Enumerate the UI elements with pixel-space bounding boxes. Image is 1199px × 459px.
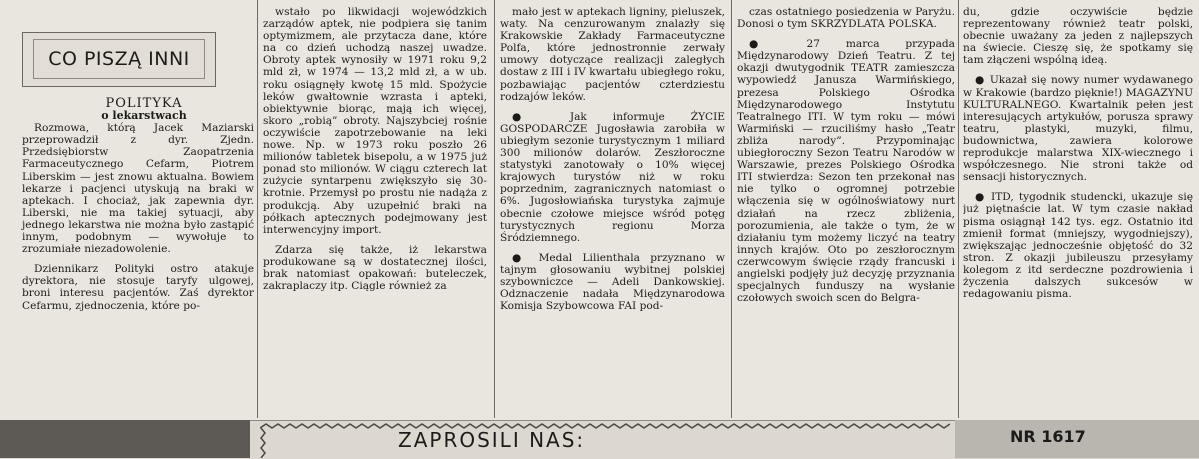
paragraph: ● 27 marca przypada Międzynarodowy Dzień Teatru. Z tej okazji dwutygodnik TEATR zamieszcza wypowiedź Janusza Warmińskiego, prezesa Polskiego Ośrodka Międzynarodowego Instytutu Teatralnego ITI. W tym roku — mówi Warmiński — rzuciliśmy hasło „Teatr zbliża narody”. Przypominając ubiegłoroczny Sezon Teatru Narodów w Warszawie, prezes Polskiego Ośrodka ITI stwierdza: Sezon ten przekonał nas nie tylko o ogromnej potrzebie włączenia się w ogólnoświatowy nurt działań na rzecz zbliżenia, porozumienia, ale także o tym, że w działaniu tym możemy liczyć na teatry innych krajów. Oto po zeszłorocznym czerwcowym święcie rządy francuski i angielski podjęły już decyzję przyznania specjalnych funduszy na wysłanie czołowych swoich scen do Belgra- — [737, 38, 955, 305]
paragraph: ● ITD, tygodnik studencki, ukazuje się już piętnaście lat. W tym czasie nakład pisma osiągnął 142 tys. egz. Ostatnio itd zmienił format (mniejszy, wygodniejszy), zwiększając jednocześnie objętość do 32 stron. Z okazji jubileuszu przesyłamy kolegom z itd serdeczne pozdrowienia i życzenia dalszych sukcesów w redagowaniu pisma. — [963, 191, 1193, 301]
paragraph: Zdarza się także, iż lekarstwa produkowane są w dostatecznej ilości, brak natomiast opakowań: buteleczek, zakraplaczy itp. Ciągle również za — [263, 243, 487, 293]
paragraph: wstało po likwidacji wojewódzkich zarządów aptek, nie podpiera się tanim optymizmem, ale przytacza dane, które na co dzień uchodzą naszej uwadze. Obroty aptek wynosiły w 1971 roku 9,2 mld zł, w 1974 — 13,2 mld zł, a w ub. roku osiągnęły kwotę 15 mld. Spożycie leków gwałtownie wzrasta i apteki, obiektywnie biorąc, mają ich więcej, skoro „robią” obroty. Najszybciej rośnie oczywiście zapotrzebowanie na leki nowe. Np. w 1973 roku poszło 26 milionów tabletek bisepolu, a w 1975 już ponad sto milionów. W ciągu czterech lat zużycie syntarpenu zwiększyło się 30-krotnie. Przemysł po prostu nie nadąża z produkcją. Aby uzupełnić braki na półkach aptecznych podejmowany jest interwencyjny import. — [263, 6, 487, 236]
column-2 — [263, 6, 487, 416]
paragraph: mało jest w aptekach ligniny, pieluszek, waty. Na cenzurowanym znalazły się Krakowskie Zakłady Farmaceutyczne Polfa, które jednostronnie zerwały umowy dotyczące realizacji zaległych dostaw z III i IV kwartału ubiegłego roku, pozbawiając pacjentów czterdziestu rodzajów leków. — [500, 6, 725, 103]
column-1 — [22, 6, 254, 416]
paragraph: Dziennikarz Polityki ostro atakuje dyrektora, nie stosuje taryfy ulgowej, broni interesu pacjentów. Zaś dyrektor Cefarmu, zjednoczenia, które po- — [22, 263, 254, 312]
paragraph: du, gdzie oczywiście będzie reprezentowany również teatr polski, obecnie uważany za jeden z najlepszych na świecie. Cieszę się, że spotkamy się tam złączeni wspólną ideą. — [963, 6, 1193, 67]
column-divider — [257, 0, 258, 418]
section-title: POLITYKA — [105, 96, 183, 111]
zigzag-border — [260, 422, 950, 430]
paragraph: ● Medal Lilienthala przyznano w tajnym głosowaniu wybitnej polskiej szybowniczce — Adeli Dankowskiej. Odznaczenie nadała Międzynarodowa Komisja Szybowcowa FAI pod- — [500, 251, 725, 313]
column-5 — [963, 6, 1193, 416]
section-subtitle: o lekarstwach — [101, 109, 187, 123]
column-header-title: CO PISZĄ INNI — [33, 39, 205, 79]
column-divider — [494, 0, 495, 418]
column-1-text — [22, 98, 254, 312]
paragraph: ● Ukazał się nowy numer wydawanego w Krakowie (bardzo pięknie!) MAGAZYNU KULTURALNEGO. Kwartalnik pełen jest interesujących artykułów, porusza sprawy teatru, plastyki, muzyki, filmu, budownictwa, zawiera kolorowe reprodukcje malarstwa XIX-wiecznego i współczesnego. Nie stroni także od sensacji historycznych. — [963, 74, 1193, 184]
paragraph: czas ostatniego posiedzenia w Paryżu. Donosi o tym SKRZYDLATA POLSKA. — [737, 6, 955, 31]
zigzag-border-vertical — [258, 428, 268, 458]
paragraph: Rozmowa, którą Jacek Maziarski przeprowadził z dyr. Zjedn. Przedsiębiorstw Zaopatrzenia Farmaceutycznego Cefarm, Piotrem Liberskim — jest znowu aktualna. Bowiem lekarze i pacjenci utyskują na braki w aptekach. I chociaż, jak zapewnia dyr. Liberski, nie ma takiej sytuacji, aby jednego lekarstwa nie można było zastąpić innym, podobnym — wywołuje to zrozumiałe niezadowolenie. — [22, 122, 254, 256]
footer-shade — [0, 420, 250, 458]
issue-number: NR 1617 — [1010, 427, 1086, 446]
column-divider — [958, 0, 959, 418]
paragraph: ● Jak informuje ŻYCIE GOSPODARCZE Jugosławia zarobiła w ubiegłym sezonie turystycznym 1 miliard 300 milionów dolarów. Zeszłoroczne statystyki zanotowały o 10% więcej krajowych turystów niż w roku poprzednim, zagranicznych natomiast o 6%. Jugosłowiańska turystyka zajmuje obecnie czołowe miejsce wśród potęg turystycznych regionu Morza Śródziemnego. — [500, 110, 725, 244]
column-3 — [500, 6, 725, 416]
column-divider — [731, 0, 732, 418]
footer-banner-title: ZAPROSILI NAS: — [398, 428, 586, 452]
column-4 — [737, 6, 955, 416]
